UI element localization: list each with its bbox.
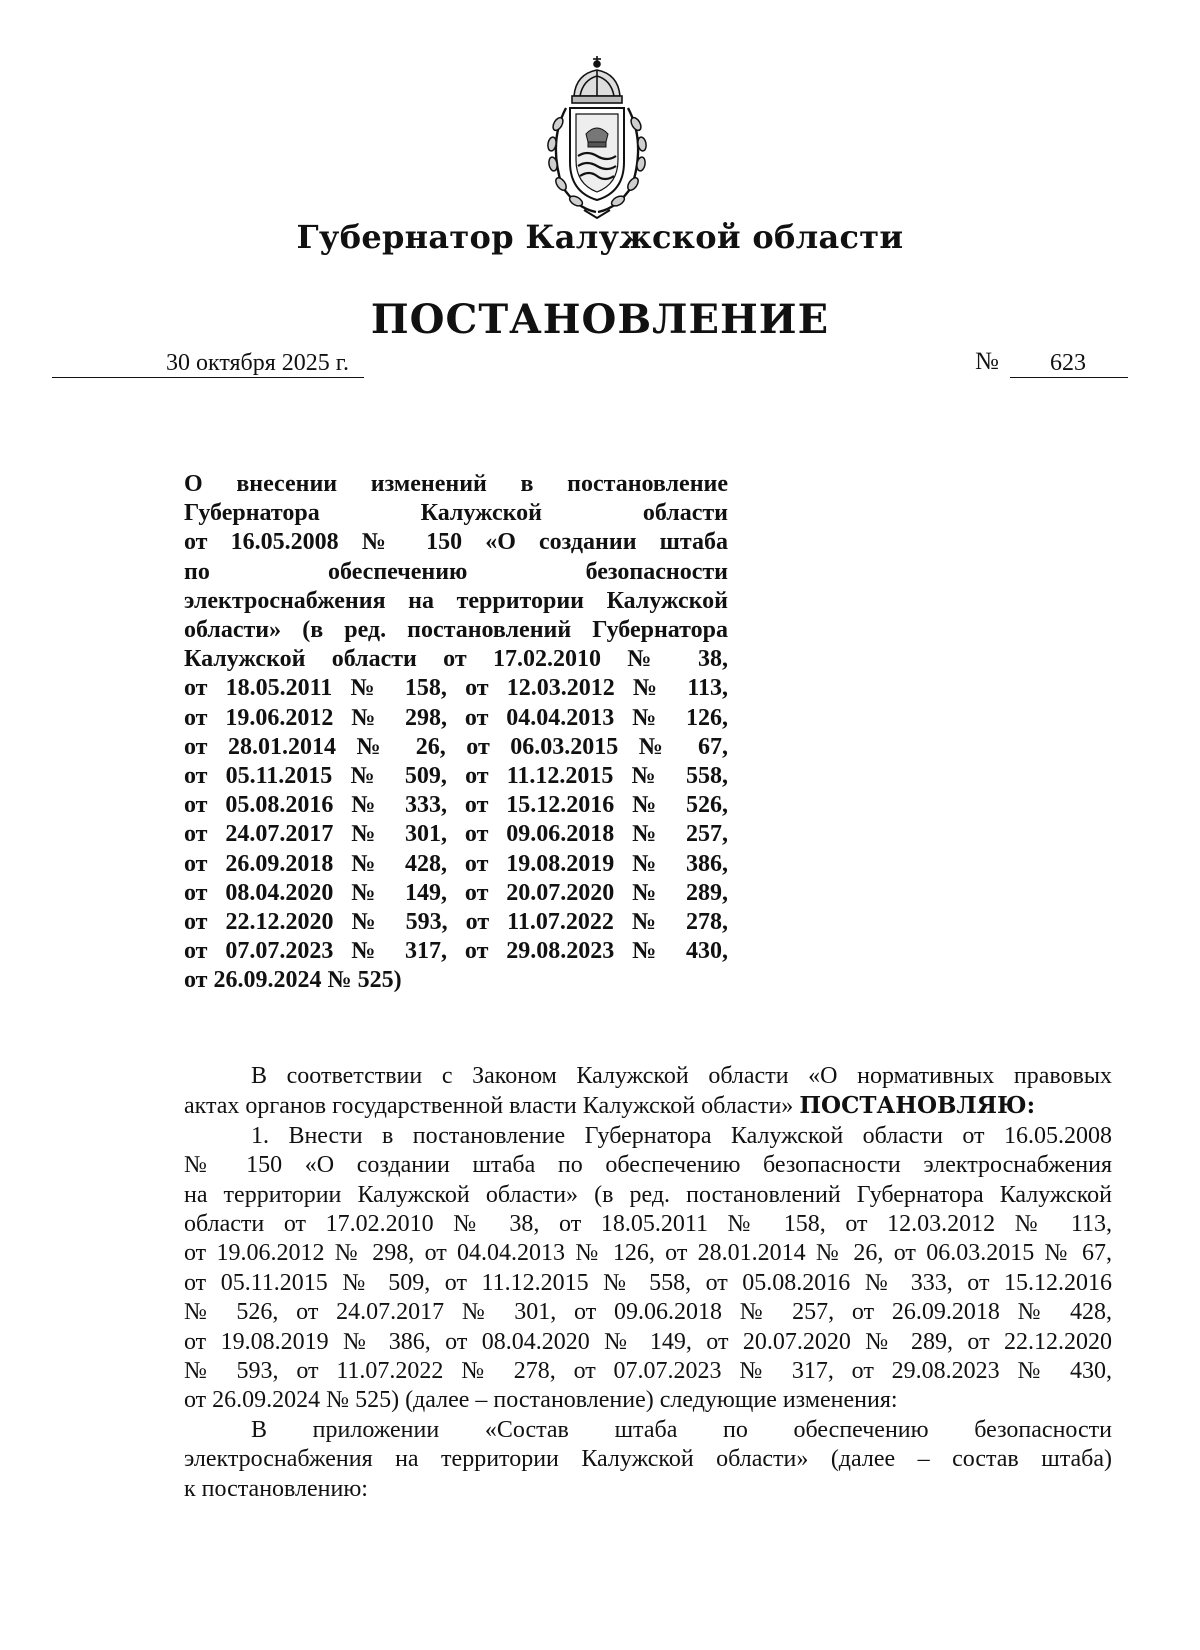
item1-line: от 05.11.2015 № 509, от 11.12.2015 № 558, от 05.08.2016 № 333, от 15.12.2016 bbox=[184, 1269, 1112, 1296]
subject-line: от 05.11.2015 № 509, от 11.12.2015 № 558, bbox=[184, 763, 728, 790]
item1-line: от 19.08.2019 № 386, от 08.04.2020 № 149, от 20.07.2020 № 289, от 22.12.2020 bbox=[184, 1328, 1112, 1355]
subject-line: от 28.01.2014 № 26, от 06.03.2015 № 67, bbox=[184, 733, 728, 760]
subject-line: от 24.07.2017 № 301, от 09.06.2018 № 257, bbox=[184, 821, 728, 848]
subject-line: Калужской области от 17.02.2010 № 38, bbox=[184, 646, 728, 673]
item1-line: от 26.09.2024 № 525) (далее – постановление) следующие изменения: bbox=[184, 1387, 898, 1414]
document-date: 30 октября 2025 г. bbox=[166, 350, 349, 376]
item1-line: области от 17.02.2010 № 38, от 18.05.2011 № 158, от 12.03.2012 № 113, bbox=[184, 1211, 1112, 1238]
intro-line bbox=[184, 1091, 1112, 1121]
subject-line: от 18.05.2011 № 158, от 12.03.2012 № 113, bbox=[184, 675, 728, 702]
shield-icon bbox=[570, 108, 624, 200]
subject-line: от 26.09.2024 № 525) bbox=[184, 967, 402, 994]
issuing-authority: Губернатор Калужской области bbox=[296, 218, 904, 256]
subject-line: электроснабжения на территории Калужской bbox=[184, 587, 728, 614]
crown-icon bbox=[572, 56, 622, 103]
document-body bbox=[184, 1062, 1112, 1504]
subject-line: по обеспечению безопасности bbox=[184, 558, 728, 585]
document-number: 623 bbox=[1050, 350, 1086, 376]
subject-line: от 07.07.2023 № 317, от 29.08.2023 № 430, bbox=[184, 938, 728, 965]
subject-line: от 26.09.2018 № 428, от 19.08.2019 № 386, bbox=[184, 850, 728, 877]
item1-line: № 526, от 24.07.2017 № 301, от 09.06.2018 № 257, от 26.09.2018 № 428, bbox=[184, 1299, 1112, 1326]
appendix-line: электроснабжения на территории Калужской области» (далее – состав штаба) bbox=[184, 1446, 1112, 1473]
subject-line: от 08.04.2020 № 149, от 20.07.2020 № 289, bbox=[184, 879, 728, 906]
appendix-line: к постановлению: bbox=[184, 1475, 368, 1502]
subject-line: от 22.12.2020 № 593, от 11.07.2022 № 278, bbox=[184, 909, 728, 936]
resolve-word: ПОСТАНОВЛЯЮ: bbox=[799, 1092, 1036, 1120]
intro-line: В соответствии с Законом Калужской области «О нормативных правовых bbox=[251, 1063, 1112, 1089]
subject-line: О внесении изменений в постановление bbox=[184, 471, 728, 497]
subject-line: от 19.06.2012 № 298, от 04.04.2013 № 126, bbox=[184, 704, 728, 731]
intro-text: актах органов государственной власти Калужской области» bbox=[184, 1093, 794, 1120]
item1-line: № 150 «О создании штаба по обеспечению безопасности электроснабжения bbox=[184, 1152, 1112, 1179]
coat-of-arms-emblem bbox=[536, 52, 658, 222]
item1-line: от 19.06.2012 № 298, от 04.04.2013 № 126, от 28.01.2014 № 26, от 06.03.2015 № 67, bbox=[184, 1240, 1112, 1267]
appendix-line: В приложении «Состав штаба по обеспечению безопасности bbox=[251, 1416, 1112, 1443]
subject-line: от 05.08.2016 № 333, от 15.12.2016 № 526, bbox=[184, 792, 728, 819]
subject-line: от 16.05.2008 № 150 «О создании штаба bbox=[184, 529, 728, 556]
item1-line: 1. Внести в постановление Губернатора Калужской области от 16.05.2008 bbox=[251, 1122, 1112, 1149]
subject-line: области» (в ред. постановлений Губернатора bbox=[184, 617, 728, 644]
item1-line: № 593, от 11.07.2022 № 278, от 07.07.2023 № 317, от 29.08.2023 № 430, bbox=[184, 1358, 1112, 1385]
document-subject bbox=[184, 470, 728, 996]
item1-line: на территории Калужской области» (в ред. постановлений Губернатора Калужской bbox=[184, 1181, 1112, 1208]
number-sign: № bbox=[975, 348, 999, 375]
subject-line: Губернатора Калужской области bbox=[184, 500, 728, 527]
document-type-title: ПОСТАНОВЛЕНИЕ bbox=[370, 296, 830, 343]
